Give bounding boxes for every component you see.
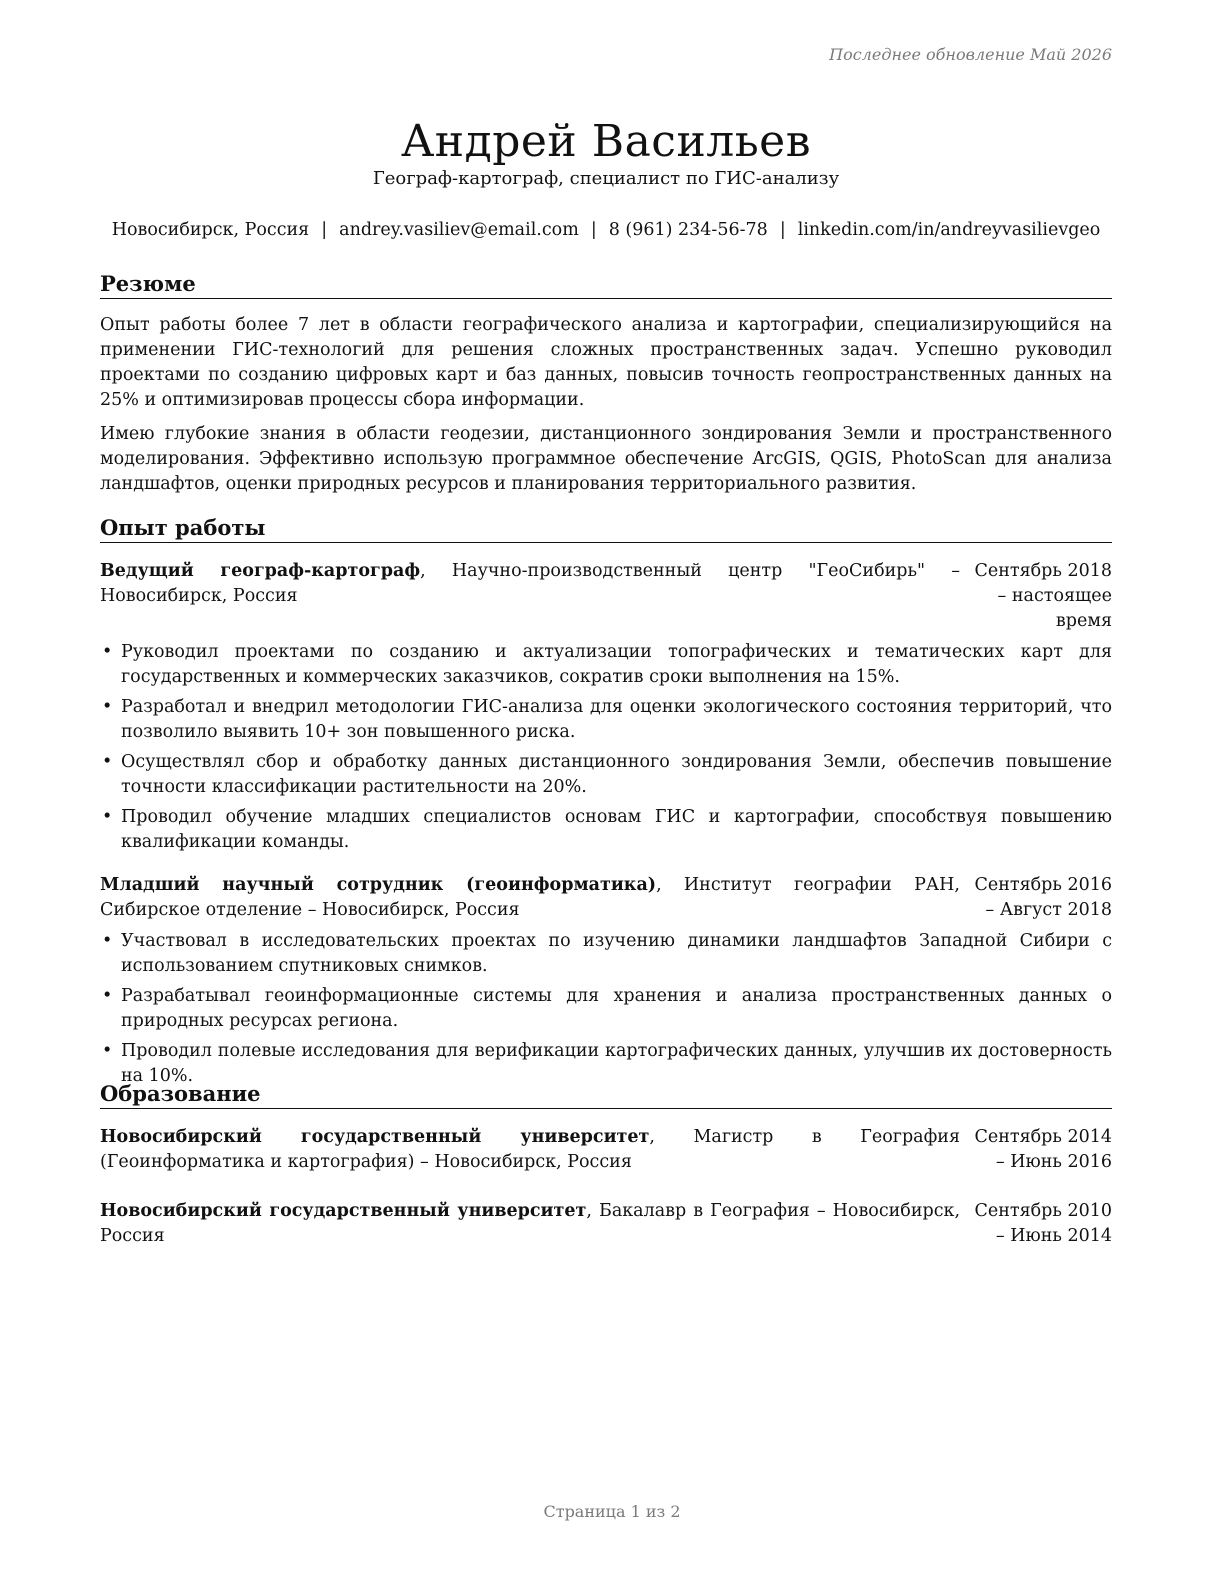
job-bullet-list bbox=[100, 640, 1112, 855]
job-header bbox=[100, 873, 1112, 923]
contact-email[interactable]: andrey.vasiliev@email.com bbox=[339, 220, 579, 240]
bullet-dot-icon: • bbox=[102, 807, 113, 827]
bullet-text: Разрабатывал геоинформационные системы для хранения и анализа пространственных данных о природных ресурсах региона. bbox=[121, 986, 1112, 1031]
bullet-dot-icon: • bbox=[102, 752, 113, 772]
section-title-education: Образование bbox=[100, 1080, 1112, 1109]
job-entry bbox=[100, 873, 1112, 1089]
education-entry bbox=[100, 1125, 1112, 1175]
candidate-name: Андрей Васильев bbox=[400, 116, 811, 168]
job-title-line bbox=[100, 873, 960, 923]
list-item bbox=[100, 695, 1112, 745]
contact-separator: | bbox=[590, 220, 597, 240]
job-bullet-list bbox=[100, 929, 1112, 1089]
job-role: Ведущий географ-картограф bbox=[100, 561, 421, 581]
section-title-experience: Опыт работы bbox=[100, 514, 1112, 543]
contact-phone[interactable]: 8 (961) 234-56-78 bbox=[608, 220, 768, 240]
list-item bbox=[100, 750, 1112, 800]
list-item bbox=[100, 805, 1112, 855]
education-title-line bbox=[100, 1125, 960, 1175]
bullet-text: Разработал и внедрил методологии ГИС-анализа для оценки экологического состояния территорий, что позволило выявить 10+ зон повышенного риска. bbox=[121, 697, 1112, 742]
education-degree: , Бакалавр в География – Новосибирск, Россия bbox=[100, 1201, 961, 1246]
list-item bbox=[100, 640, 1112, 690]
last-updated-note: Последнее обновление Май 2026 bbox=[829, 45, 1112, 64]
summary-paragraph: Имею глубокие знания в области геодезии, дистанционного зондирования Земли и пространственного моделирования. Эффективно использую программное обеспечение ArcGIS, QGIS, PhotoScan для анализа ландшафтов, оценки природных ресурсов и планирования территориального развития. bbox=[100, 424, 1112, 494]
bullet-text: Участвовал в исследовательских проектах по изучению динамики ландшафтов Западной Сибири с использованием спутниковых снимков. bbox=[121, 931, 1112, 976]
job-organization: , Научно-производственный центр "ГеоСибирь" – Новосибирск, Россия bbox=[100, 561, 961, 606]
education-degree: , Магистр в География (Геоинформатика и картография) – Новосибирск, Россия bbox=[100, 1127, 960, 1172]
bullet-text: Проводил полевые исследования для верификации картографических данных, улучшив их достоверность на 10%. bbox=[121, 1041, 1112, 1086]
summary-section bbox=[100, 270, 1112, 497]
job-dates: Сентябрь 2016 – Август 2018 bbox=[974, 875, 1112, 920]
contact-location: Новосибирск, Россия bbox=[111, 220, 310, 240]
education-title-line bbox=[100, 1199, 960, 1249]
bullet-dot-icon: • bbox=[102, 931, 113, 951]
bullet-text: Осуществлял сбор и обработку данных дистанционного зондирования Земли, обеспечив повышение точности классификации растительности на 20%. bbox=[121, 752, 1112, 797]
bullet-dot-icon: • bbox=[102, 642, 113, 662]
bullet-dot-icon: • bbox=[102, 697, 113, 717]
contact-separator: | bbox=[321, 220, 328, 240]
education-entry bbox=[100, 1199, 1112, 1249]
bullet-text: Проводил обучение младших специалистов основам ГИС и картографии, способствуя повышению квалификации команды. bbox=[121, 807, 1112, 852]
contact-line bbox=[100, 220, 1112, 240]
education-dates: Сентябрь 2014 – Июнь 2016 bbox=[974, 1127, 1112, 1172]
education-school: Новосибирский государственный университет bbox=[100, 1201, 587, 1221]
bullet-dot-icon: • bbox=[102, 1041, 113, 1061]
list-item bbox=[100, 929, 1112, 979]
education-section bbox=[100, 1080, 1112, 1249]
education-dates: Сентябрь 2010 – Июнь 2014 bbox=[974, 1201, 1112, 1246]
job-header bbox=[100, 559, 1112, 634]
bullet-text: Руководил проектами по созданию и актуализации топографических и тематических карт для государственных и коммерческих заказчиков, сократив сроки выполнения на 15%. bbox=[121, 642, 1112, 687]
education-school: Новосибирский государственный университет bbox=[100, 1127, 650, 1147]
page-number: Страница 1 из 2 bbox=[543, 1502, 681, 1521]
candidate-headline: Географ-картограф, специалист по ГИС-анализу bbox=[372, 168, 840, 189]
contact-separator: | bbox=[779, 220, 786, 240]
contact-linkedin[interactable]: linkedin.com/in/andreyvasilievgeo bbox=[797, 220, 1101, 240]
job-role: Младший научный сотрудник (геоинформатика) bbox=[100, 875, 657, 895]
experience-section bbox=[100, 514, 1112, 1094]
job-organization: , Институт географии РАН, Сибирское отделение – Новосибирск, Россия bbox=[100, 875, 960, 920]
section-title-summary: Резюме bbox=[100, 270, 1112, 299]
bullet-dot-icon: • bbox=[102, 986, 113, 1006]
job-entry bbox=[100, 559, 1112, 855]
job-title-line bbox=[100, 559, 960, 609]
job-dates: Сентябрь 2018 – настоящее время bbox=[974, 561, 1112, 631]
summary-paragraph: Опыт работы более 7 лет в области географического анализа и картографии, специализирующийся на применении ГИС-технологий для решения сложных пространственных задач. Успешно руководил проектами по созданию цифровых карт и баз данных, повысив точность геопространственных данных на 25% и оптимизировав процессы сбора информации. bbox=[100, 315, 1112, 410]
list-item bbox=[100, 984, 1112, 1034]
